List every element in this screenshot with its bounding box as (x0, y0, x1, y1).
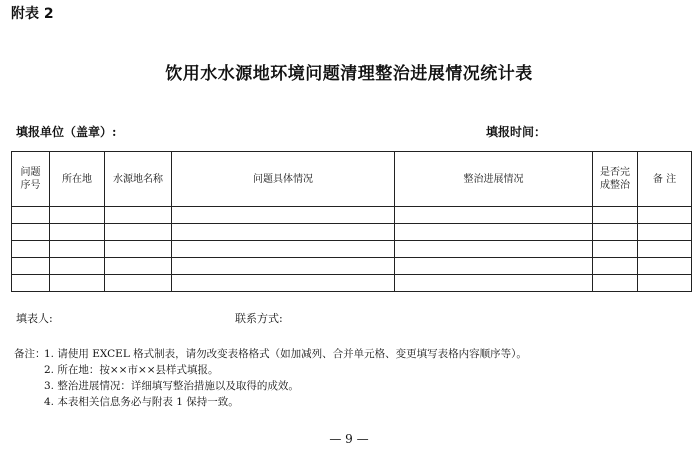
header-problem-number-line2: 序号 (20, 180, 41, 191)
header-completed-line2: 成整治 (600, 180, 630, 191)
header-problem-number-line1: 问题 (20, 167, 41, 178)
table-cell (395, 275, 593, 292)
table-cell (172, 224, 395, 241)
table-cell (172, 241, 395, 258)
fill-time-label: 填报时间： (486, 125, 547, 139)
table-cell (593, 275, 638, 292)
table-cell (593, 224, 638, 241)
table-header-row (12, 152, 692, 207)
table-cell (50, 224, 105, 241)
header-location-label: 所在地 (62, 173, 92, 185)
table-cell (638, 224, 692, 241)
page-number: — 9 — (329, 432, 369, 446)
table-cell (105, 258, 172, 275)
table-cell (12, 224, 50, 241)
table-cell (395, 224, 593, 241)
header-completed-line1: 是否完 (600, 167, 630, 178)
table-cell (50, 241, 105, 258)
table-cell (105, 224, 172, 241)
table-cell (50, 258, 105, 275)
header-water-source-name-label: 水源地名称 (113, 173, 163, 185)
header-problem-number (12, 152, 50, 207)
header-problem-details (172, 152, 395, 207)
table-row (12, 224, 692, 241)
header-location (50, 152, 105, 207)
table-cell (172, 275, 395, 292)
table-cell (638, 275, 692, 292)
table-cell (12, 275, 50, 292)
table-cell (172, 207, 395, 224)
table-cell (593, 241, 638, 258)
table-cell (395, 241, 593, 258)
table-cell (50, 275, 105, 292)
table-cell (172, 258, 395, 275)
table-cell (12, 241, 50, 258)
header-problem-details-label: 问题具体情况 (253, 173, 313, 185)
header-progress-label: 整治进展情况 (463, 173, 524, 185)
table-row (12, 275, 692, 292)
table-cell (638, 207, 692, 224)
appendix-label: 附表 2 (11, 6, 54, 22)
note-item: 1. 请使用 EXCEL 格式制表，请勿改变表格格式（如加减列、合并单元格、变更填写表格内容顺序等）。 (44, 348, 527, 360)
filler-label: 填表人: (16, 312, 53, 325)
notes-label: 备注： (14, 348, 46, 360)
statistics-table (11, 151, 692, 292)
note-item: 4. 本表相关信息务必与附表 1 保持一致。 (44, 396, 239, 408)
contact-label: 联系方式: (235, 312, 283, 325)
table-cell (395, 207, 593, 224)
note-item: 3. 整治进展情况：详细填写整治措施以及取得的成效。 (44, 380, 299, 392)
table-cell (395, 258, 593, 275)
table-row (12, 241, 692, 258)
table-cell (593, 207, 638, 224)
table-cell (593, 258, 638, 275)
document-title: 饮用水水源地环境问题清理整治进展情况统计表 (165, 64, 533, 84)
table-cell (12, 207, 50, 224)
header-remarks (638, 152, 692, 207)
table-row (12, 207, 692, 224)
header-progress (395, 152, 593, 207)
table-cell (105, 275, 172, 292)
table-cell (105, 241, 172, 258)
header-completed (593, 152, 638, 207)
table-cell (50, 207, 105, 224)
table-cell (12, 258, 50, 275)
table-row (12, 258, 692, 275)
header-water-source-name (105, 152, 172, 207)
table-cell (105, 207, 172, 224)
table-cell (638, 258, 692, 275)
note-item: 2. 所在地：按××市××县样式填报。 (44, 364, 219, 376)
table-cell (638, 241, 692, 258)
fill-unit-label: 填报单位（盖章）: (16, 125, 117, 139)
table-body (12, 207, 692, 292)
header-remarks-label: 备 注 (652, 173, 677, 185)
